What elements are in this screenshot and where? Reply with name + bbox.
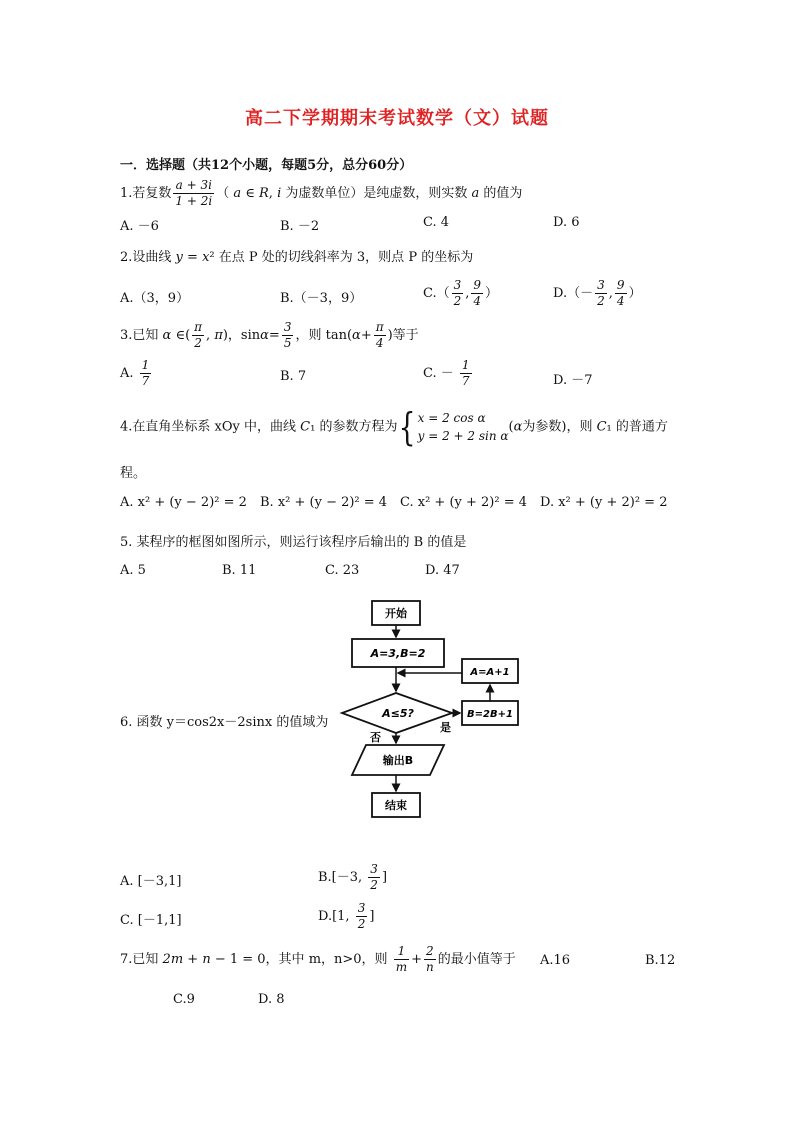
flowchart-output-label: 输出B: [382, 754, 414, 767]
flowchart-update-b-label: B=2B+1: [467, 709, 513, 720]
q4-option-c: C. x² + (y + 2)² = 4: [400, 495, 528, 510]
q7-option-c: C.9: [173, 992, 195, 1007]
q3-option-d: D. －7: [553, 373, 593, 388]
q4-eq1: x = 2 cos α: [417, 411, 486, 425]
q5-option-c: C. 23: [325, 563, 360, 578]
q2-option-d: D.（－ $\frac{3}{2}$ , $\frac{9}{4}$ ）: [553, 278, 642, 308]
q5-option-d: D. 47: [425, 563, 460, 578]
q4-option-d: D. x² + (y + 2)² = 2: [540, 495, 668, 510]
q5-option-b: B. 11: [222, 563, 257, 578]
flowchart-update-a-label: A=A+1: [470, 667, 510, 678]
flowchart-init-label: A=3,B=2: [370, 647, 426, 660]
flowchart-no-label: 否: [370, 731, 381, 744]
question-1-fraction: $\frac{a + 3i}{1 + 2i}$: [175, 178, 213, 208]
q7-option-a: A.16: [540, 953, 571, 968]
q1-option-a: A. －6: [120, 219, 159, 234]
question-5: 5. 某程序的框图如图所示，则运行该程序后输出的 B 的值是: [120, 535, 467, 550]
q3-option-b: B. 7: [280, 369, 307, 384]
question-1: [120, 178, 522, 209]
question-1-suffix: （ a ∈ R, i 为虚数单位）是纯虚数，则实数 a 的值为: [216, 186, 523, 201]
q3-option-a: A. $\frac{1}{7}$: [120, 358, 150, 388]
q2-option-b: B.（－3，9）: [280, 291, 363, 306]
q5-option-a: A. 5: [120, 563, 146, 578]
flowchart-end-label: 结束: [385, 799, 407, 812]
q2-option-a: A.（3，9）: [120, 291, 190, 306]
q6-option-d: D.[1, $\frac{3}{2}$ ]: [318, 901, 375, 931]
q2-option-c: C.（ $\frac{3}{2}$ , $\frac{9}{4}$ ）: [423, 278, 499, 308]
flowchart-start-label: 开始: [385, 607, 407, 620]
question-2: 2.设曲线 y = x² 在点 P 处的切线斜率为 3，则点 P 的坐标为: [120, 250, 474, 265]
question-3: 3.已知 α ∈( $\frac{\pi}{2}$ , π)，sinα= $\frac{3}{5}$ ，则 tan(α+ $\frac{\pi}{4}$ )等于: [120, 320, 419, 350]
flowchart-yes-label: 是: [440, 721, 451, 734]
q1-option-c: C. 4: [423, 215, 450, 230]
q7-option-b: B.12: [645, 953, 676, 968]
q6-option-c: C. [－1,1]: [120, 913, 182, 928]
question-7: 7.已知 2m + n − 1 = 0，其中 m，n>0，则 $\frac{1}{m}$ + $\frac{2}{n}$ 的最小值等于: [120, 944, 516, 974]
q3-option-c: C. － $\frac{1}{7}$: [423, 358, 470, 388]
q4-eq2: y = 2 + 2 sin α: [417, 429, 509, 443]
q1-option-d: D. 6: [553, 215, 580, 230]
q4-option-b: B. x² + (y − 2)² = 4: [260, 495, 388, 510]
question-1-prefix: 1.若复数: [120, 186, 172, 201]
q1-option-b: B. －2: [280, 219, 320, 234]
question-4-cont: 程。: [120, 466, 147, 481]
q6-option-a: A. [－3,1]: [120, 874, 182, 889]
q7-option-d: D. 8: [258, 992, 285, 1007]
q4-option-a: A. x² + (y − 2)² = 2: [120, 495, 247, 510]
question-4: 4.在直角坐标系 xOy 中，曲线 C₁ 的参数方程为{ x = 2 cos α y = 2 + 2 sin α (α为参数)，则 C₁ 的普通方: [120, 405, 668, 449]
section-heading: 一．选择题（共12个小题，每题5分，总分60分）: [120, 158, 413, 173]
q6-option-b: B.[－3, $\frac{3}{2}$ ]: [318, 862, 388, 892]
flowchart-diagram: [330, 595, 530, 825]
question-6: 6. 函数 y＝cos2x－2sinx 的值域为: [120, 715, 329, 730]
flowchart-cond-label: A≤5?: [382, 707, 414, 720]
page-title: 高二下学期期末考试数学（文）试题: [245, 108, 549, 129]
